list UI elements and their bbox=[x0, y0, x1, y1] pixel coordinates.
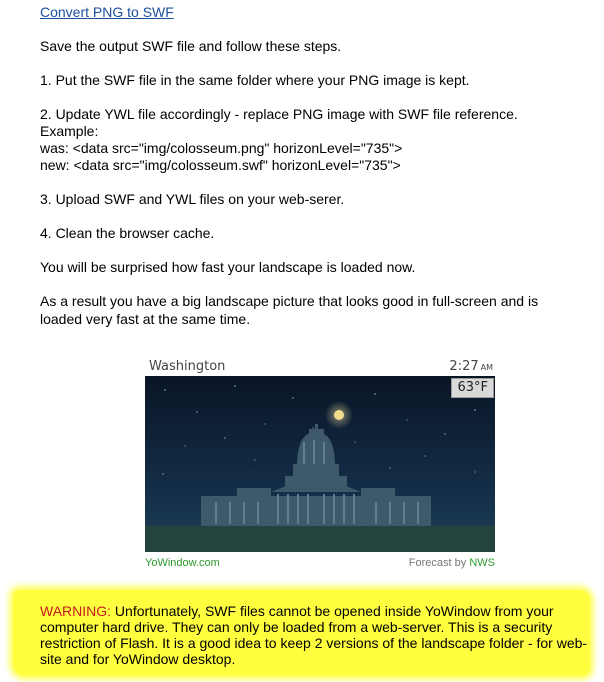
local-time bbox=[449, 359, 493, 376]
surprise-text: You will be surprised how fast your landscape is loaded now. bbox=[40, 259, 416, 275]
weather-scene bbox=[145, 376, 495, 552]
night-landscape-image bbox=[145, 376, 495, 552]
forecast-credit bbox=[409, 555, 495, 571]
example-was-line: was: <data src="img/colosseum.png" horizonLevel="735"> bbox=[40, 140, 403, 156]
step-3-text: 3. Upload SWF and YWL files on your web-serer. bbox=[40, 191, 345, 207]
forecast-prefix: Forecast by bbox=[408, 557, 470, 569]
intro-text: Save the output SWF file and follow these steps. bbox=[40, 38, 342, 54]
step-1-text: 1. Put the SWF file in the same folder where your PNG image is kept. bbox=[40, 72, 470, 88]
yowindow-weather-widget[interactable] bbox=[145, 356, 495, 570]
step-2-text: 2. Update YWL file accordingly - replace PNG image with SWF file reference. bbox=[40, 106, 518, 122]
warning-label: WARNING: bbox=[40, 603, 112, 619]
warning-body: Unfortunately, SWF files cannot be opened inside YoWindow from your computer hard drive. They can only be loaded from a web-server. This is a security restriction of Flash. It is a good idea to keep 2 versions of the landscape folder - for web-site and for YoWindow desktop. bbox=[40, 603, 588, 667]
example-new-line: new: <data src="img/colosseum.swf" horizonLevel="735"> bbox=[40, 157, 401, 173]
widget-header bbox=[145, 356, 495, 376]
example-label: Example: bbox=[40, 123, 99, 139]
step-4-text: 4. Clean the browser cache. bbox=[40, 225, 215, 241]
city-name: Washington bbox=[149, 359, 226, 374]
widget-footer bbox=[145, 553, 495, 569]
time-value: 2:27 bbox=[449, 359, 479, 374]
moon-icon bbox=[325, 401, 353, 429]
temperature-badge: 63°F bbox=[451, 378, 494, 398]
time-ampm: AM bbox=[480, 363, 493, 372]
result-text-line-1: As a result you have a big landscape picture that looks good in full-screen and is bbox=[40, 293, 539, 309]
convert-png-to-swf-link[interactable]: Convert PNG to SWF bbox=[40, 4, 174, 20]
warning-text bbox=[40, 603, 590, 667]
result-text-line-2: loaded very fast at the same time. bbox=[40, 311, 251, 327]
nws-link[interactable]: NWS bbox=[469, 557, 495, 569]
yowindow-link[interactable]: YoWindow.com bbox=[145, 557, 220, 569]
